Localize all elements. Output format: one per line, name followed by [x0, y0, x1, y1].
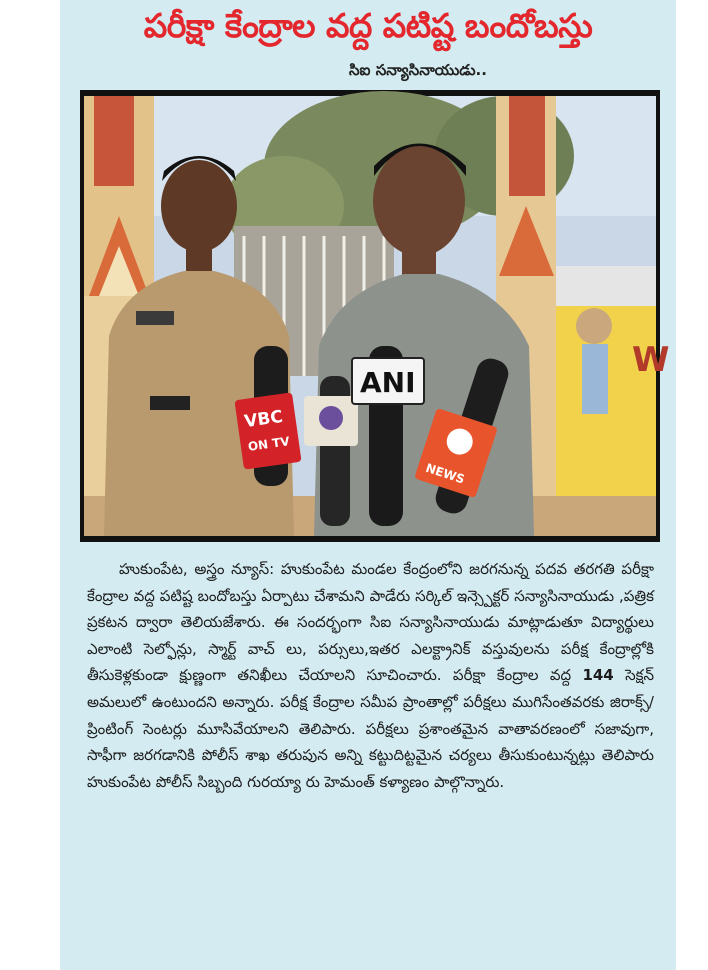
news-mic-label: NEWS: [423, 460, 467, 487]
news-photo: [80, 90, 670, 542]
vbc-mic-label: VBC: [243, 406, 285, 433]
headline: పరీక్షా కేంద్రాల వద్ద పటిష్ట బందోబస్తు: [143, 6, 593, 45]
wall-letter: W: [632, 340, 670, 380]
byline: సిఐ సన్యాసినాయుడు..: [349, 61, 487, 79]
article-body: [87, 556, 654, 795]
ani-mic-label: ANI: [360, 366, 416, 399]
section-number: 144: [582, 666, 614, 685]
press-interview-photo: [84, 96, 670, 536]
article-body-part-1: హుకుంపేట, అస్త్రం న్యూస్: హుకుంపేట మండల కేంద్రంలోని జరగనున్న పదవ తరగతి పరీక్షా కేంద్రాల వద్ద పటిష్ట బందోబస్తు ఏర్పాటు చేశామని పాడేరు సర్కిల్ ఇన్స్పెక్టర్ సన్యాసినాయుడు ,పత్రిక ప్రకటన ద్వారా తెలియజేశారు. ఈ సందర్భంగా సిఐ సన్యాసినాయుడు మాట్లాడుతూ విద్యార్థులు ఎలాంటి సెల్ఫోన్లు, స్మార్ట్ వాచ్ లు, పర్సులు,ఇతర ఎలక్ట్రానిక్ వస్తువులను పరీక్ష కేంద్రాల్లోకి తీసుకెళ్లకుండా క్షుణ్ణంగా తనిఖీలు చేయాలని సూచించారు. పరీక్షా కేంద్రాల వద్ద: [87, 560, 654, 685]
news-clipping: [60, 0, 676, 970]
vbc-mic-sub-label: ON TV: [247, 434, 291, 454]
article-body-part-2: సెక్షన్ అమలులో ఉంటుందని అన్నారు. పరీక్ష కేంద్రాల సమీప ప్రాంతాల్లో పరీక్షలు ముగిసేంతవరకు జిరాక్స్/ప్రింటింగ్ సెంటర్లు మూసివేయాలని తెలిపారు. పరీక్షలు ప్రశాంతమైన వాతావరణంలో సజావుగా, సాఫీగా జరగడానికి పోలీస్ శాఖ తరుపున అన్ని కట్టుదిట్టమైన చర్యలు తీసుకుంటున్నట్లు తెలిపారు హుకుంపేట పోలీస్ సిబ్బంది గురయ్యా రు హెమంత్ కళ్యాణం పాల్గొన్నారు.: [87, 666, 654, 791]
